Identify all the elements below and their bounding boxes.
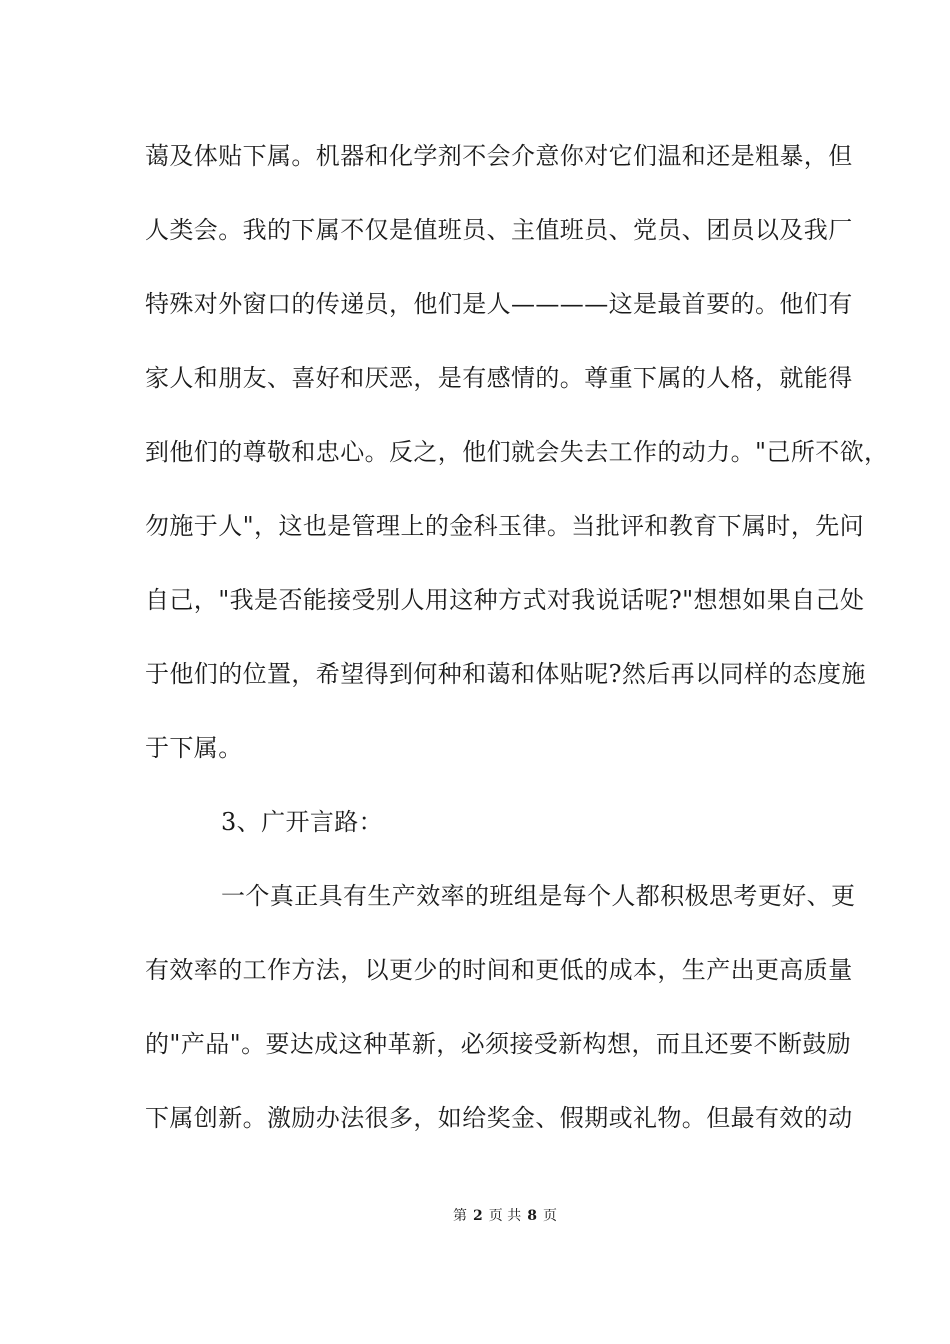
body-text-line: 人类会。我的下属不仅是值班员、主值班员、党员、团员以及我厂 [145, 216, 853, 244]
total-pages-number: 8 [527, 1208, 537, 1224]
body-text-line: 到他们的尊敬和忠心。反之，他们就会失去工作的动力。"己所不欲， [145, 438, 889, 466]
footer-suffix: 页 [542, 1208, 557, 1224]
body-text-line: 蔼及体贴下属。机器和化学剂不会介意你对它们温和还是粗暴，但 [145, 142, 853, 170]
body-text-line: 勿施于人"，这也是管理上的金科玉律。当批评和教育下属时，先问 [145, 512, 865, 540]
body-text-line: 下属创新。激励办法很多，如给奖金、假期或礼物。但最有效的动 [145, 1104, 853, 1132]
page-footer [0, 1206, 950, 1226]
body-text-line: 家人和朋友、喜好和厌恶，是有感情的。尊重下属的人格，就能得 [145, 364, 853, 392]
body-text-line: 于下属。 [145, 734, 243, 762]
body-text-line: 一个真正具有生产效率的班组是每个人都积极思考更好、更 [221, 882, 856, 910]
footer-prefix: 第 [453, 1208, 468, 1224]
body-text-line: 特殊对外窗口的传递员，他们是人————这是最首要的。他们有 [145, 290, 853, 318]
current-page-number: 2 [473, 1208, 483, 1224]
footer-middle: 页 共 [488, 1208, 522, 1224]
section-heading: 3、广开言路： [221, 808, 384, 836]
body-text-line: 于他们的位置，希望得到何种和蔼和体贴呢?然后再以同样的态度施 [145, 660, 866, 688]
body-text-line: 的"产品"。要达成这种革新，必须接受新构想，而且还要不断鼓励 [145, 1030, 852, 1058]
body-text-line: 自己，"我是否能接受别人用这种方式对我说话呢?"想想如果自己处 [145, 586, 865, 614]
body-text-line: 有效率的工作方法，以更少的时间和更低的成本，生产出更高质量 [145, 956, 853, 984]
